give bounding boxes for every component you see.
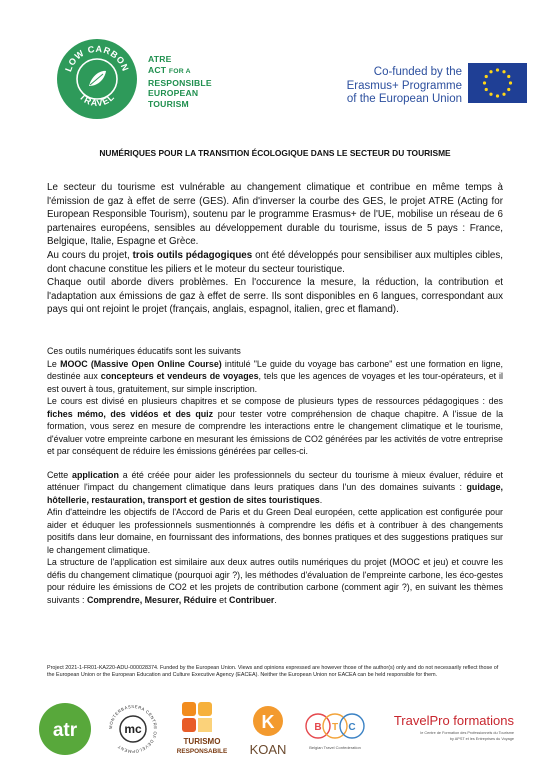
text-run: pour tester votre compréhension de chaque chapitre. A l'issue de la formation, vous serez en mesure de comprendre les interactions entre le changement climatique et le tourisme, d'évaluer votre empreinte carbone en mesurant les émissions de CO2 générées par les activités de votre entreprise et par conséquent de réduire les émissions générées par celles-ci. — [47, 408, 504, 456]
atre-line: TOURISM — [148, 99, 189, 110]
text-run: , tels que les agences de voyages et les tour-opérateurs, et il est ouvert à tous, gratuitement, sur simple inscription. — [47, 371, 503, 394]
text-run: . — [319, 494, 323, 505]
eu-disclaimer: Project 2021-1-FR01-KA220-ADU-000028374. Funded by the European Union. Views and opinions expressed are however those of the author(s) only and do not necessarily reflect those of the European Union or the European Education and Culture Executive Agency (EACEA). Neither the European Union nor EACEA can be held responsible for them. — [47, 665, 499, 679]
turismo-responsabile-logo — [172, 700, 232, 760]
travelpro-logo — [376, 712, 516, 748]
btc-letter: B — [314, 722, 322, 733]
eu-star-icon — [502, 70, 505, 73]
eu-star-icon — [509, 81, 512, 84]
text-run: intitulé "Le guide du voyage bas carbone" est une formation en ligne, destinée aux — [47, 358, 504, 381]
eu-star-icon — [489, 93, 492, 96]
travelpro-sub: le Centre de Formation des Professionnels du Tourisme — [420, 731, 514, 735]
atre-line — [148, 65, 212, 78]
bold-run: trois outils pédagogiques — [132, 249, 253, 261]
bold-run: Comprendre, Mesurer, Réduire — [86, 594, 217, 605]
paris-paragraph: Afin d'atteindre les objectifs de l'Accord de Paris et du Green Deal européen, cette application est configurée pour aider et éduquer les professionnels susmentionnés à comprendre les défis et à contribuer à des changements positifs dans leur domaine, en fournissant des informations, des bonnes pratiques et des suggestions pratiques sur le changement climatique. — [47, 507, 503, 555]
travelpro-sub: by APST et les Entreprises du Voyage — [449, 737, 514, 741]
low-carbon-arc-text: LOW CARBON — [63, 43, 131, 73]
bold-run: application — [72, 469, 119, 480]
mc-ring-text: MONTERBASSERA CENTRE OF DEVELOPMENT — [107, 703, 159, 755]
low-carbon-travel-logo — [56, 38, 138, 120]
mooc-paragraph — [47, 358, 503, 396]
text-run: Le — [47, 358, 57, 369]
tools-heading: Ces outils numériques éducatifs sont les suivants — [47, 346, 241, 356]
travel-arc-text: TRAVEL — [77, 91, 117, 109]
atre-line: EUROPEAN — [148, 88, 199, 99]
bold-run: guidage, hôtellerie, restauration, transport et gestion de sites touristiques — [47, 482, 503, 505]
responsabile-text: RESPONSABILE — [176, 748, 228, 755]
koan-text: KOAN — [249, 742, 287, 757]
eu-line: of the European Union — [346, 93, 462, 105]
text-run: Au cours du projet, — [47, 249, 130, 261]
atre-act: ACT — [148, 64, 167, 75]
bold-run: MOOC (Massive Open Online Course) — [60, 358, 222, 369]
main-text — [47, 181, 503, 330]
eu-star-icon — [483, 81, 486, 84]
tools-text — [47, 345, 503, 606]
intro-paragraph: Le secteur du tourisme est vulnérable au changement climatique et contribue en même temps à l'émission de gaz à effet de serre (GES). Afin d'inverser la courbe des GES, le projet ATRE (Acting for European Responsible Tourism), soutenu par le programme Erasmus+ de l'UE, mobilise un réseau de 6 partenaires européens, sensibles au développement durable du tourisme, issus de 5 pays : France, Belgique, Italie, Espagne et Grèce. — [47, 182, 503, 248]
eu-star-icon — [489, 70, 492, 73]
turismo-text: TURISMO — [183, 737, 221, 746]
btc-letter: C — [348, 722, 356, 733]
eu-line: Erasmus+ Programme — [346, 79, 462, 92]
btc-caption: Belgian Travel Confederation — [309, 745, 361, 750]
text-run: Cette — [47, 469, 69, 480]
text-run: ont été développés pour sensibiliser aux multiples cibles, dont chacune constitue les piliers et le moteur du secteur touristique. — [47, 249, 503, 275]
text-run: . — [274, 594, 277, 605]
eu-star-icon — [485, 88, 488, 91]
app-paragraph — [47, 469, 503, 507]
mc-logo — [106, 702, 160, 756]
svg-text:mc: mc — [124, 722, 142, 736]
atr-logo — [38, 702, 92, 756]
eu-star-icon — [485, 75, 488, 78]
btc-logo — [302, 706, 368, 756]
text-run: et — [219, 594, 227, 605]
text-run: a été créée pour aider les professionnels du secteur du tourisme à mieux évaluer, réduire et atténuer l'impact du changement climatique dans leurs pratiques dans l'un des domaines suivants : — [47, 469, 503, 492]
atre-logo — [148, 54, 212, 110]
koan-letter: K — [261, 712, 275, 732]
atr-logo-text: atr — [52, 720, 78, 741]
eu-star-icon — [502, 93, 505, 96]
travelpro-text: TravelPro formations — [393, 713, 514, 728]
bold-run: Contribuer — [229, 594, 275, 605]
intro-paragraph — [47, 249, 503, 276]
eu-cofunded-text — [326, 66, 462, 107]
koan-logo — [244, 703, 292, 759]
course-paragraph — [47, 395, 503, 458]
page-title: NUMÉRIQUES POUR LA TRANSITION ÉCOLOGIQUE DANS LE SECTEUR DU TOURISME — [99, 148, 451, 158]
eu-star-icon — [507, 88, 510, 91]
eu-star-icon — [496, 94, 499, 97]
eu-star-icon — [507, 75, 510, 78]
bold-run: fiches mémo, des vidéos et des quiz — [47, 408, 214, 419]
text-run: Le cours est divisé en plusieurs chapitres et se compose de plusieurs types de ressources pédagogiques : des — [47, 396, 503, 406]
atre-for-a: FOR A — [168, 67, 191, 75]
btc-letter: T — [331, 722, 339, 733]
eu-line: Co-funded by the — [373, 66, 462, 78]
atre-line: ATRE — [148, 54, 172, 64]
structure-paragraph — [47, 556, 503, 606]
atre-line: RESPONSIBLE — [148, 77, 212, 88]
eu-star-icon — [496, 68, 499, 71]
text-run: La structure de l'application est similaire aux deux autres outils numériques du projet (MOOC et jeu) et couvre les défis du changement climatique (pourquoi agir ?), les méthodes d'évaluation de l'empreinte carbone, les éco-gestes pour réduire les émissions de CO2 et les projets de contribution carbone (comment agir ?), en suivant les thèmes suivants : — [47, 557, 503, 605]
bold-run: concepteurs et vendeurs de voyages — [100, 371, 259, 381]
intro-paragraph: Chaque outil aborde divers problèmes. En l'occurence la mesure, la réduction, la contribution et l'adaptation aux émissions de gaz à effet de serre. Ils sont disponibles en 6 langues, correspondant aux pays qui ont rejoint le projet (français, anglais, espagnol, italien, grec et flamand). — [47, 277, 503, 316]
eu-flag-icon — [468, 63, 527, 103]
